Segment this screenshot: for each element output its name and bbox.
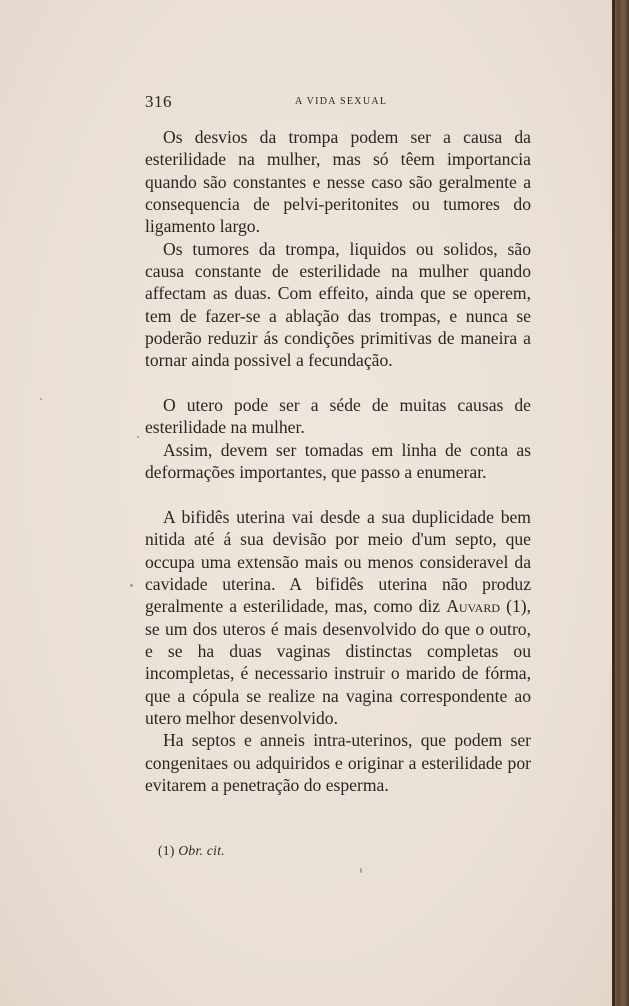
footnote — [158, 843, 225, 859]
paper-speck — [130, 584, 133, 587]
paragraph: Os tumores da trompa, liquidos ou solidos, são causa constante de esterilidade na mulher quando affectam as duas. Com effeito, ainda que se operem, tem de fazer-se a ablação das trompas, e nunca se poderão reduzir ás condições primitivas de maneira a tornar ainda possivel a fecundação. — [145, 238, 531, 371]
paragraph: Assim, devem ser tomadas em linha de conta as deformações importantes, que passo a enumerar. — [145, 439, 531, 483]
paragraph-text: (1), se um dos uteros é mais desenvolvido do que o outro, e se ha duas vaginas distinctas completas ou incompletas, é necessario instruir o marido de fórma, que a cópula se realize na vagina correspondente ao utero melhor desenvolvido. — [145, 596, 531, 728]
footnote-text: Obr. cit. — [178, 843, 225, 858]
paper-speck — [137, 436, 139, 438]
paragraph: Ha septos e anneis intra-uterinos, que podem ser congenitaes ou adquiridos e originar a esterilidade por evitarem a penetração do esperma. — [145, 730, 531, 795]
body-text — [145, 126, 531, 796]
paragraph — [145, 506, 531, 729]
page-header — [145, 92, 531, 114]
section-break — [145, 372, 531, 394]
footnote-marker: (1) — [158, 843, 175, 858]
paper-speck — [360, 868, 362, 873]
page-edge-line — [612, 0, 615, 1006]
page-number: 316 — [145, 92, 172, 111]
section-break — [145, 484, 531, 506]
paper-speck — [40, 398, 42, 400]
paragraph-text: A bifidês uterina vai desde a sua duplicidade bem nitida até á sua devisão por meio d'um septo, que occupa uma extensão mais ou menos consideravel da cavidade uterina. A bifidês uterina não produz geralmente a esterilidade, mas, como diz — [145, 506, 531, 617]
running-title: A VIDA SEXUAL — [295, 96, 388, 107]
author-name: Auvard — [446, 596, 501, 617]
paragraph: O utero pode ser a séde de muitas causas de esterilidade na mulher. — [145, 395, 531, 438]
paragraph: Os desvios da trompa podem ser a causa da esterilidade na mulher, mas só têem importancia quando são constantes e nesse caso são geralmente a consequencia de pelvi-peritonites ou tumores do ligamento largo. — [145, 127, 531, 237]
